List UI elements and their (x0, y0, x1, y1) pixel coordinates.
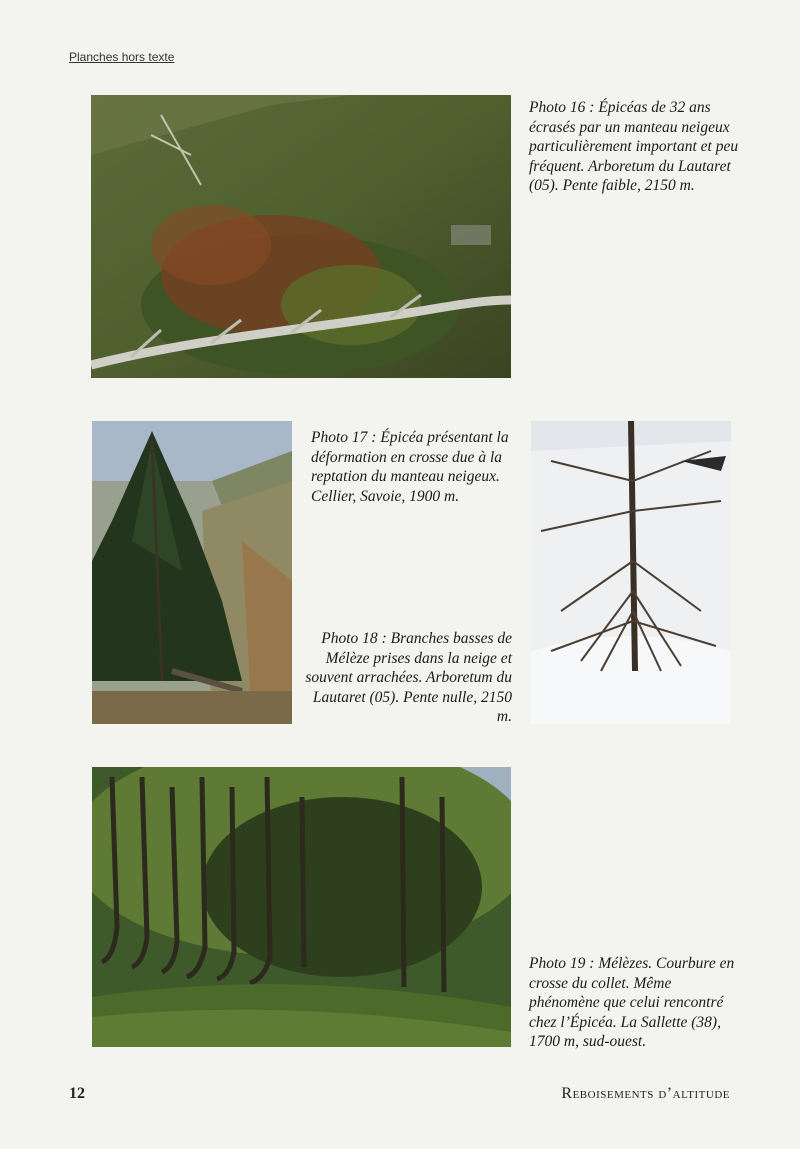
caption-text: : Branches basses de Mélèze prises dans la neige et souvent arrachées. Arboretum du Lautaret (05). Pente nulle, 2150 m. (305, 630, 512, 725)
caption-photo-16 (529, 98, 744, 196)
photo-18-larch-snow (531, 421, 731, 724)
caption-label: Photo 19 (529, 955, 586, 972)
photo-17-spruce-deformation (92, 421, 292, 724)
caption-photo-19 (529, 954, 744, 1052)
caption-label: Photo 16 (529, 99, 586, 116)
caption-text: : Mélèzes. Courbure en crosse du collet. Même phénomène que celui rencontré chez l’Épicéa. La Sallette (38), 1700 m, sud-ouest. (529, 955, 735, 1050)
caption-photo-17 (311, 428, 516, 506)
photo-16-crushed-spruce (91, 95, 511, 378)
caption-label: Photo 18 (321, 630, 378, 647)
footer-publication-title: Reboisements d’altitude (561, 1085, 730, 1102)
caption-label: Photo 17 (311, 429, 368, 446)
caption-text: : Épicéas de 32 ans écrasés par un manteau neigeux particulièrement important et peu fréquent. Arboretum du Lautaret (05). Pente faible, 2150 m. (529, 99, 739, 194)
caption-photo-18 (300, 629, 512, 727)
section-header: Planches hors texte (69, 50, 175, 64)
page-number: 12 (69, 1085, 85, 1102)
photo-19-larches-curved (92, 767, 511, 1047)
caption-text: : Épicéa présentant la déformation en crosse due à la reptation du manteau neigeux. Cellier, Savoie, 1900 m. (311, 429, 509, 505)
